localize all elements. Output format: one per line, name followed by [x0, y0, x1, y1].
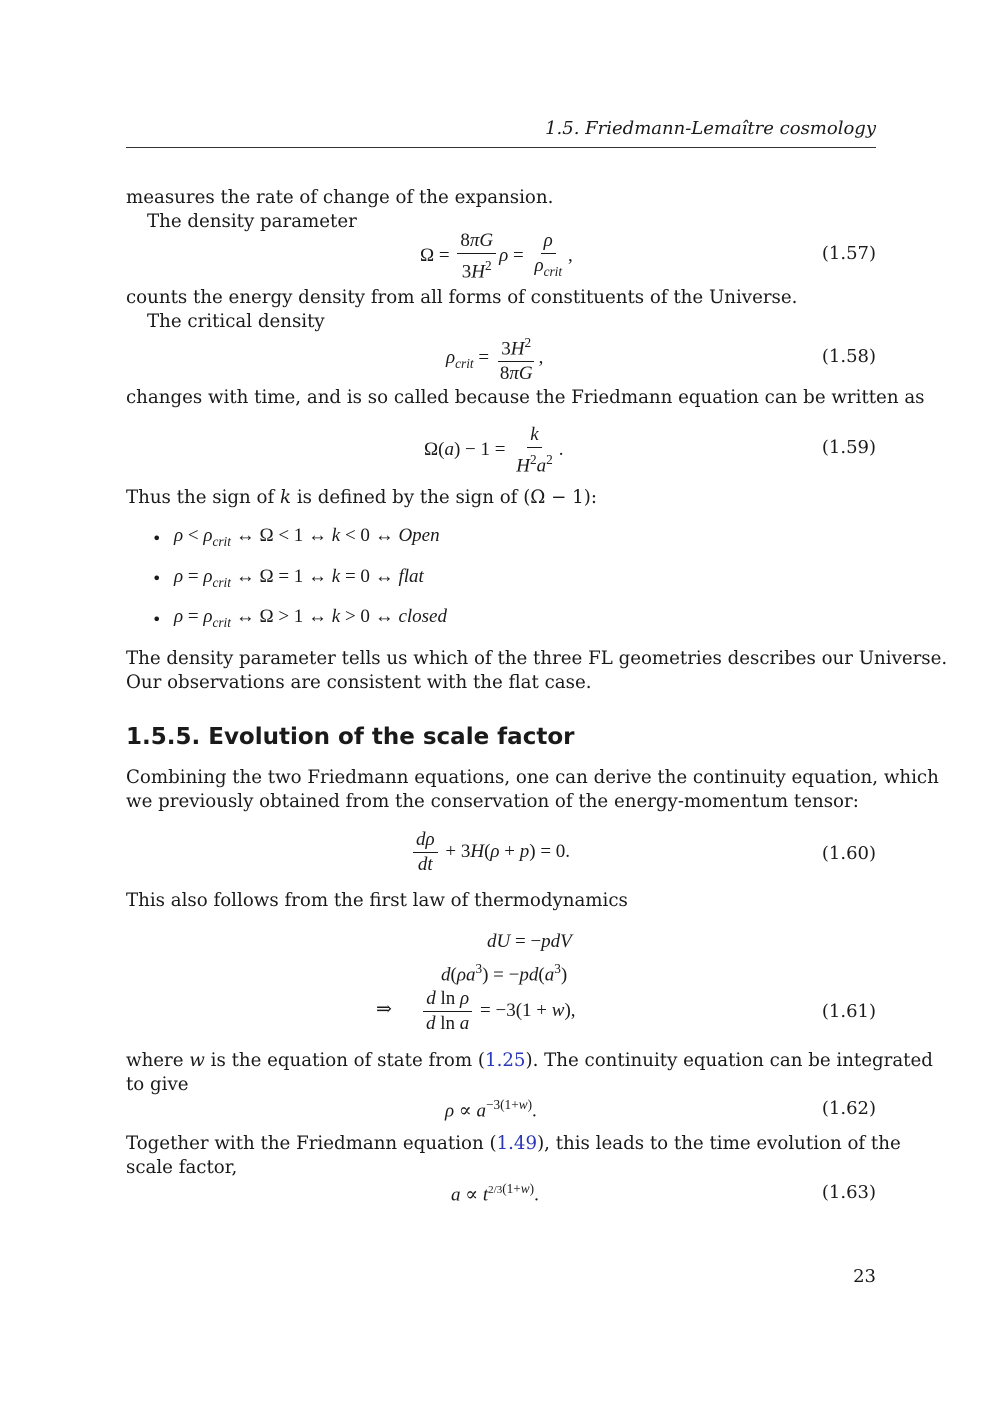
paragraph-energy-density: counts the energy density from all forms of constituents of the Universe.	[126, 287, 798, 308]
equation-number-1-61: (1.61)	[821, 1001, 876, 1022]
bullet-marker: •	[152, 610, 162, 629]
paragraph-eos-line2: to give	[126, 1074, 189, 1095]
paragraph-sign-k: Thus the sign of k is defined by the sign of (Ω − 1):	[126, 487, 597, 508]
equation-1-63: $a \propto t^{2/3(1+w)}$.	[451, 1181, 539, 1206]
paragraph-thermodynamics: This also follows from the first law of thermodynamics	[126, 890, 628, 911]
reference-link-1-25[interactable]: 1.25	[485, 1050, 526, 1071]
equation-1-61-line3: $\frac{\text{d ln ρ}}{\text{d ln a}}$ = −3(1 + w),	[420, 988, 576, 1035]
equation-1-59: Ω(a) − 1 = $\frac{k}{H^2a^2}$ .	[424, 424, 564, 477]
running-header: 1.5. Friedmann-Lemaître cosmology	[545, 118, 876, 139]
paragraph-geometries-line1: The density parameter tells us which of the three FL geometries describes our Universe.	[126, 648, 948, 669]
bullet-marker: •	[152, 569, 162, 588]
paragraph-eos: where w is the equation of state from (1.25). The continuity equation can be integrated	[126, 1050, 933, 1071]
equation-1-58: $\rho_{crit}$ = $\frac{3H^2}{8\pi G}$ ,	[446, 332, 543, 385]
equation-number-1-59: (1.59)	[821, 437, 876, 458]
header-rule	[126, 147, 876, 148]
equation-number-1-57: (1.57)	[821, 243, 876, 264]
paragraph-density-intro: The density parameter	[147, 211, 357, 232]
equation-number-1-58: (1.58)	[821, 346, 876, 367]
paragraph-critical-intro: The critical density	[147, 311, 325, 332]
bullet-flat: $\rho = \rho_{crit}$ ↔ Ω = 1 ↔ k = 0 ↔ flat	[174, 566, 424, 590]
implies-arrow: ⇒	[376, 999, 392, 1020]
equation-number-1-63: (1.63)	[821, 1182, 876, 1203]
bullet-open: $\rho < \rho_{crit}$ ↔ Ω < 1 ↔ k < 0 ↔ Open	[174, 525, 440, 549]
bullet-closed: $\rho = \rho_{crit}$ ↔ Ω > 1 ↔ k > 0 ↔ closed	[174, 606, 447, 630]
equation-1-57: Ω = $\frac{8\pi G}{3H^2}$ ρ = $\frac{\rho}{\rho_{crit}}$ ,	[420, 230, 573, 283]
equation-1-60: $\frac{d\rho}{dt}$ + 3H(ρ + p) = 0.	[410, 829, 570, 876]
bullet-marker: •	[152, 529, 162, 548]
equation-1-61-line2: $d(\rho a^3) = -pd(a^3)$	[441, 961, 568, 986]
section-heading: 1.5.5. Evolution of the scale factor	[126, 724, 575, 750]
equation-1-61-line1: dU = −pdV	[487, 931, 572, 952]
paragraph-friedmann-rewrite: changes with time, and is so called because the Friedmann equation can be written as	[126, 387, 925, 408]
paragraph-continuity-line1: Combining the two Friedmann equations, one can derive the continuity equation, which	[126, 767, 939, 788]
paragraph-geometries-line2: Our observations are consistent with the flat case.	[126, 672, 592, 693]
paragraph-time-evolution: Together with the Friedmann equation (1.49), this leads to the time evolution of the	[126, 1133, 901, 1154]
equation-number-1-60: (1.60)	[821, 843, 876, 864]
paragraph-time-evolution-line2: scale factor,	[126, 1157, 238, 1178]
paragraph-expansion: measures the rate of change of the expansion.	[126, 187, 554, 208]
page-number: 23	[853, 1266, 876, 1287]
equation-1-62: $\rho \propto a^{-3(1+w)}$.	[445, 1097, 537, 1122]
paragraph-continuity-line2: we previously obtained from the conservation of the energy-momentum tensor:	[126, 791, 859, 812]
reference-link-1-49[interactable]: 1.49	[496, 1133, 538, 1154]
equation-number-1-62: (1.62)	[821, 1098, 876, 1119]
